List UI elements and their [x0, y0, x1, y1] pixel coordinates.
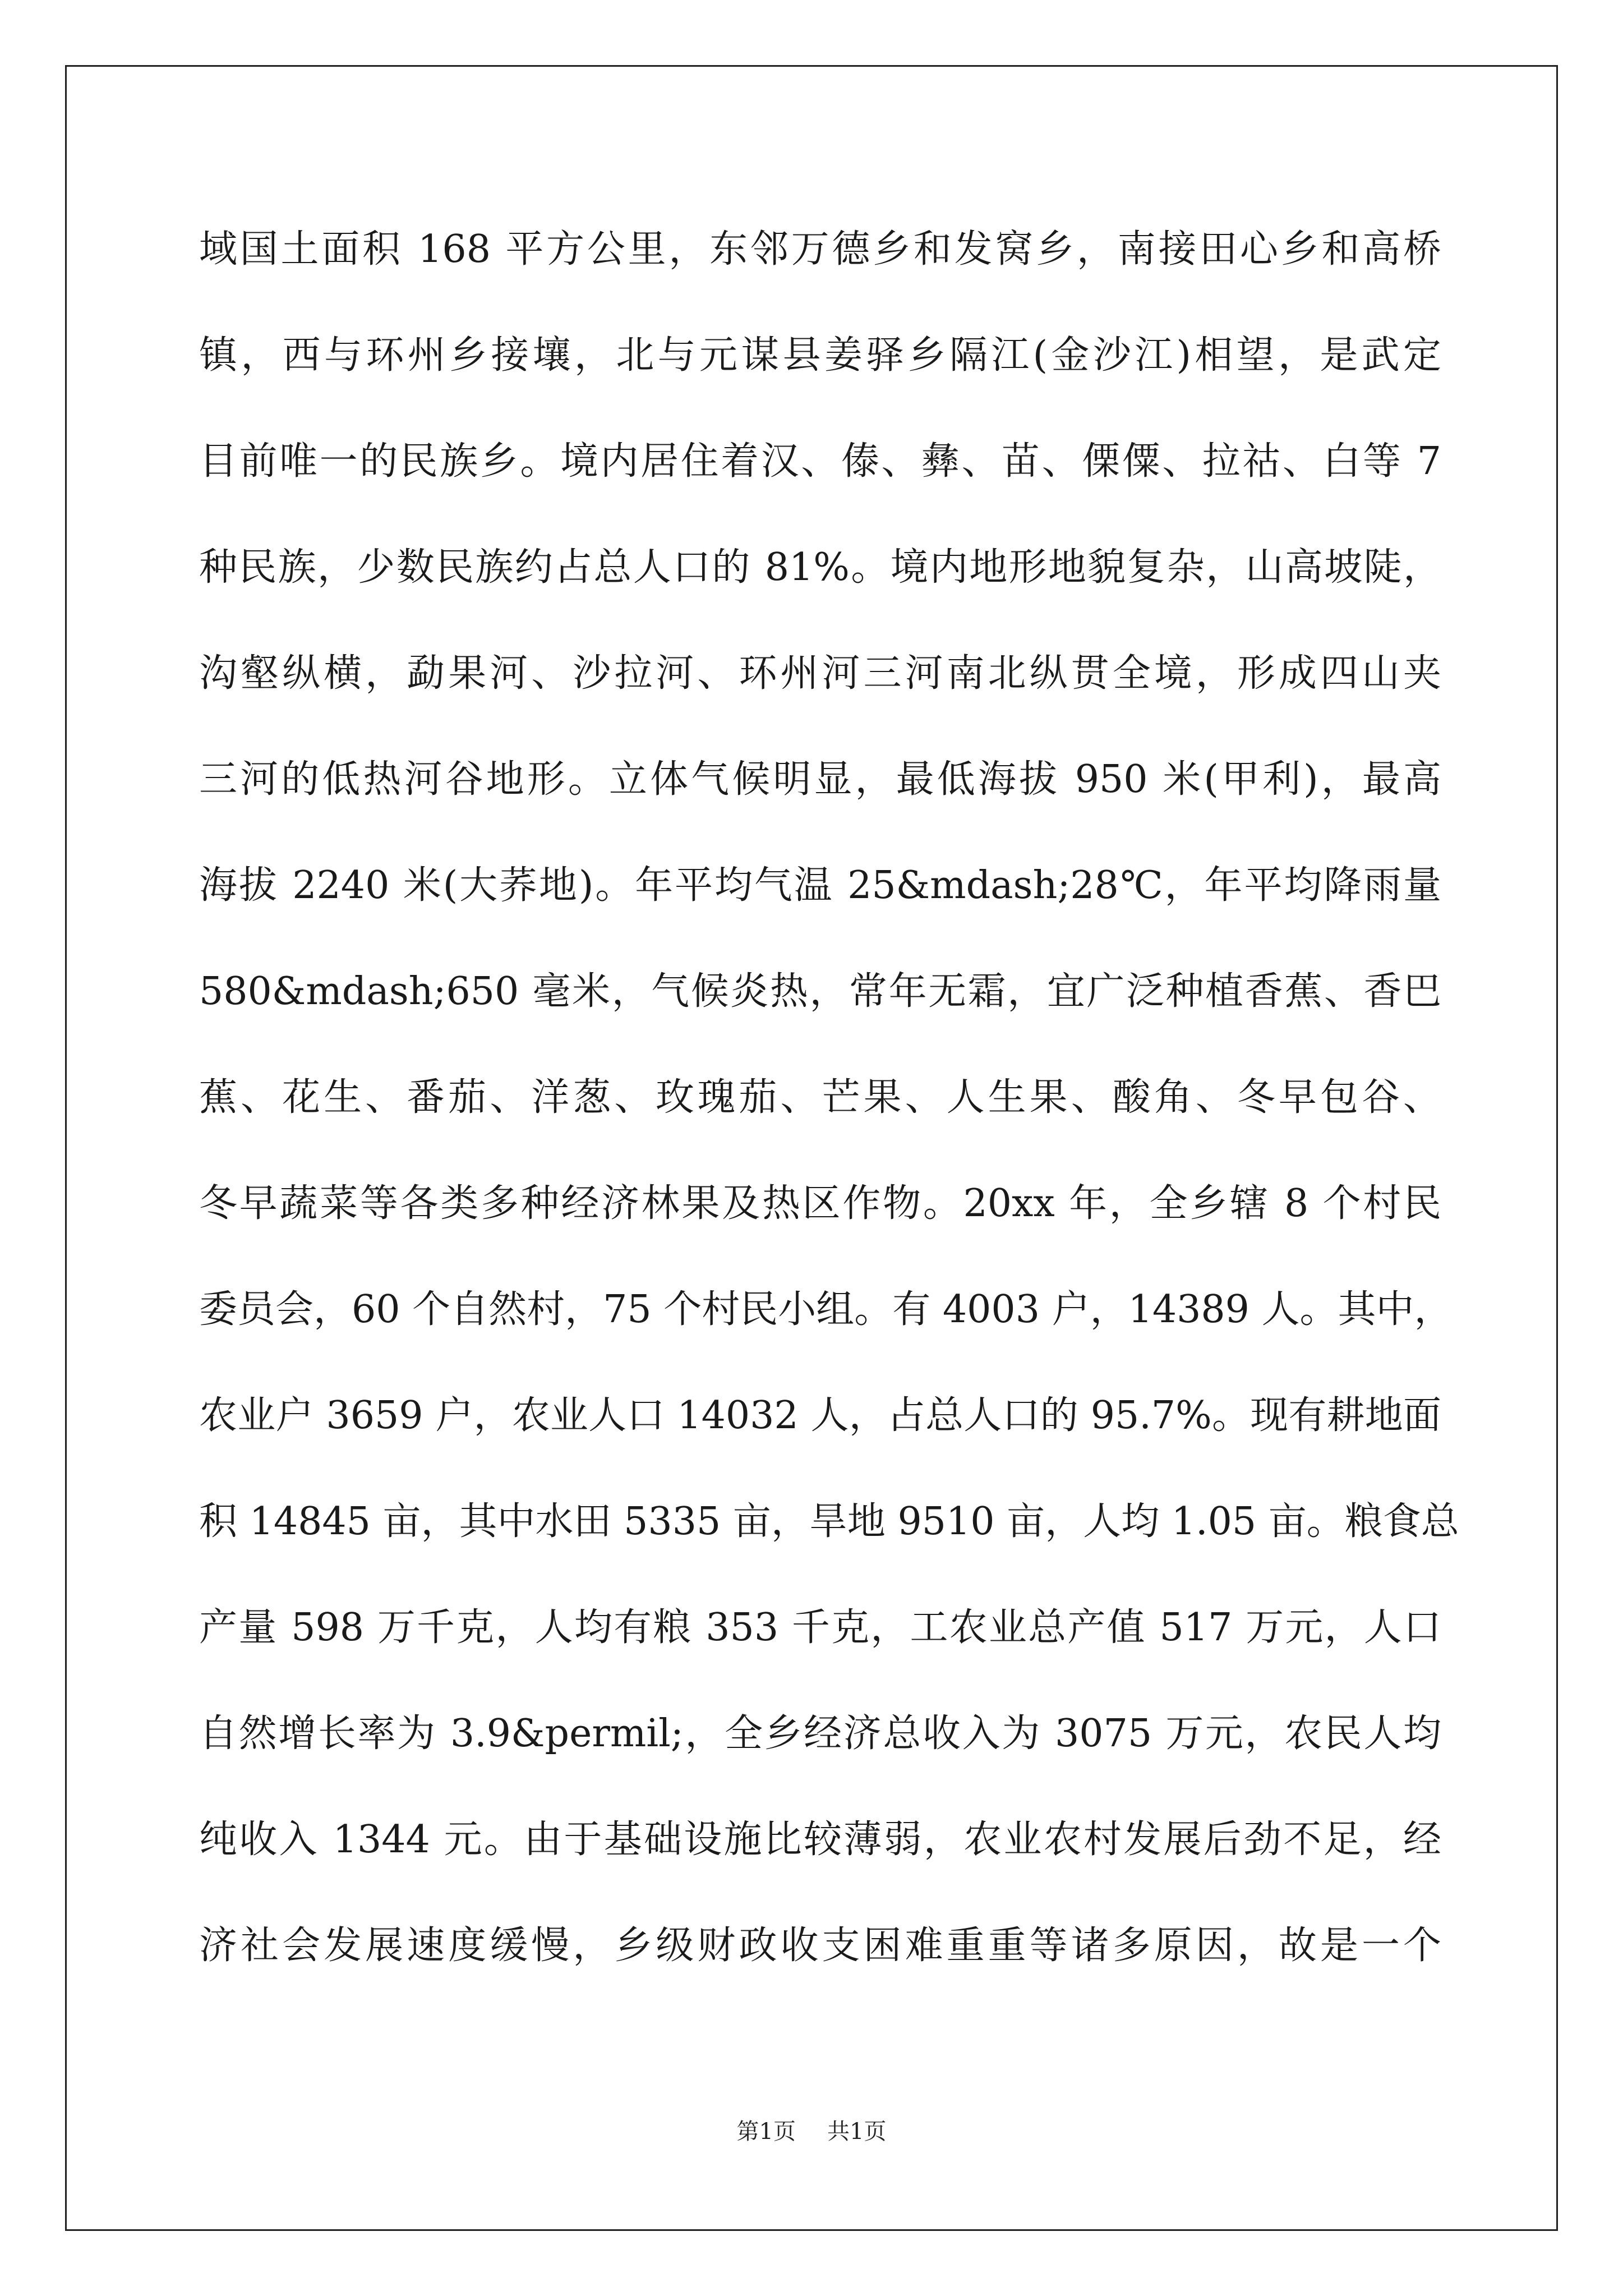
text-line-13: 积 14845 亩，其中水田 5335 亩，旱地 9510 亩，人均 1.05 亩。粮食总: [199, 1499, 1459, 1544]
page-footer: [0, 2115, 1623, 2148]
text-line-15: 自然增长率为 3.9&permil;，全乡经济总收入为 3075 万元，农民人均: [199, 1711, 1441, 1756]
text-line-4: 种民族，少数民族约占总人口的 81%。境内地形地貌复杂，山高坡陡，: [199, 545, 1441, 590]
text-line-1: 域国土面积 168 平方公里，东邻万德乡和发窝乡，南接田心乡和高桥: [199, 227, 1441, 272]
text-line-10: 冬早蔬菜等各类多种经济林果及热区作物。20xx 年，全乡辖 8 个村民: [199, 1181, 1441, 1226]
text-line-14: 产量 598 万千克，人均有粮 353 千克，工农业总产值 517 万元，人口: [199, 1605, 1441, 1650]
text-line-12: 农业户 3659 户，农业人口 14032 人，占总人口的 95.7%。现有耕地面: [199, 1393, 1441, 1438]
text-line-2: 镇，西与环州乡接壤，北与元谋县姜驿乡隔江(金沙江)相望，是武定: [199, 333, 1441, 378]
text-line-17: 济社会发展速度缓慢，乡级财政收支困难重重等诸多原因，故是一个: [199, 1924, 1441, 1968]
text-line-8: 580&mdash;650 毫米，气候炎热，常年无霜，宜广泛种植香蕉、香巴: [199, 969, 1441, 1014]
text-line-5: 沟壑纵横，勐果河、沙拉河、环州河三河南北纵贯全境，形成四山夹: [199, 651, 1441, 696]
document-body: [199, 216, 1459, 2018]
text-line-7: 海拔 2240 米(大荞地)。年平均气温 25&mdash;28℃，年平均降雨量: [199, 863, 1441, 908]
text-line-9: 蕉、花生、番茄、洋葱、玫瑰茄、芒果、人生果、酸角、冬早包谷、: [199, 1075, 1441, 1120]
text-line-6: 三河的低热河谷地形。立体气候明显，最低海拔 950 米(甲利)，最高: [199, 757, 1441, 802]
text-line-11: 委员会，60 个自然村，75 个村民小组。有 4003 户，14389 人。其中，: [199, 1287, 1453, 1332]
page-number-current: 第1页: [736, 2119, 796, 2145]
page-number-total: 共1页: [827, 2119, 887, 2145]
text-line-3: 目前唯一的民族乡。境内居住着汉、傣、彝、苗、傈僳、拉祜、白等 7: [199, 439, 1441, 484]
text-line-16: 纯收入 1344 元。由于基础设施比较薄弱，农业农村发展后劲不足，经: [199, 1818, 1441, 1862]
